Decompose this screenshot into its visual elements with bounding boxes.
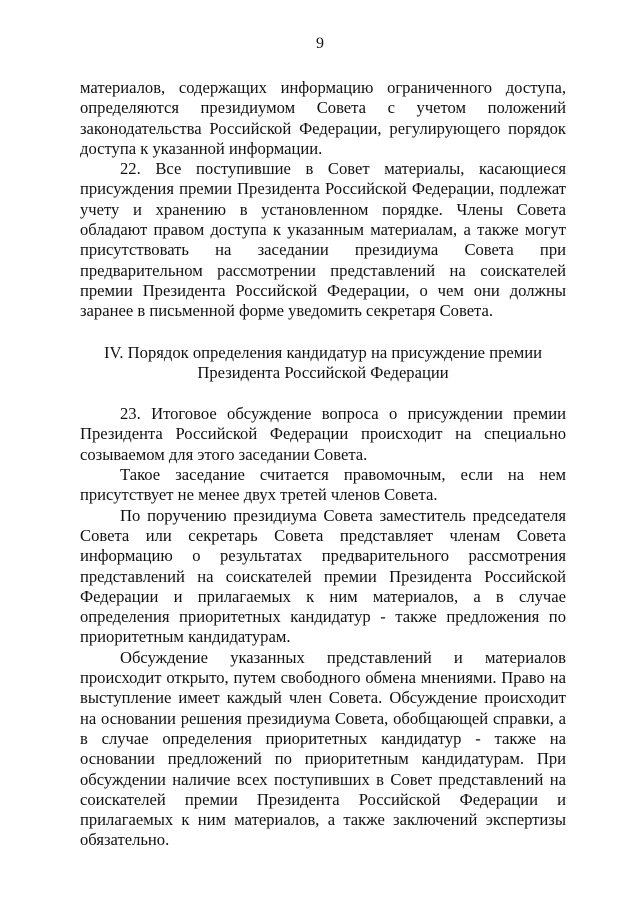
section-heading-line-1: IV. Порядок определения кандидатур на присуждение премии [104, 342, 542, 362]
paragraph-discussion: Обсуждение указанных представлений и материалов происходит открыто, путем свободного обмена мнениями. Право на выступление имеет каждый член Совета. Обсуждение происходит на основании решения президиума Совета, обобщающей справки, а в случае определения приоритетных кандидатур - также на основании предложений по приоритетным кандидатурам. При обсуждении наличие всех поступивших в Совет представлений на соискателей премии Президента Российской Федерации и прилагаемых к ним материалов, а также заключений экспертизы обязательно. [80, 647, 566, 850]
paragraph-continuation: материалов, содержащих информацию ограниченного доступа, определяются президиумом Совета с учетом положений законодательства Российской Федерации, регулирующего порядок доступа к указанной информации. [80, 78, 566, 158]
paragraph-22: 22. Все поступившие в Совет материалы, касающиеся присуждения премии Президента Российской Федерации, подлежат учету и хранению в установленном порядке. Члены Совета обладают правом доступа к указанным материалам, а также могут присутствовать на заседании президиума Совета при предварительном рассмотрении представлений на соискателей премии Президента Российской Федерации, о чем они должны заранее в письменной форме уведомить секретаря Совета. [80, 159, 566, 321]
document-body [80, 78, 566, 851]
section-heading [80, 343, 566, 384]
paragraph-quorum: Такое заседание считается правомочным, если на нем присутствует не менее двух третей членов Совета. [80, 465, 566, 505]
section-heading-line-2: Президента Российской Федерации [197, 362, 449, 382]
spacer [80, 383, 566, 404]
page-number: 9 [316, 35, 324, 52]
paragraph-23: 23. Итоговое обсуждение вопроса о присуждении премии Президента Российской Федерации происходит на специально созываемом для этого заседании Совета. [80, 404, 566, 464]
paragraph-presidium-instruction: По поручению президиума Совета заместитель председателя Совета или секретарь Совета представляет членам Совета информацию о результатах предварительного рассмотрения представлений на соискателей премии Президента Российской Федерации и прилагаемых к ним материалов, а в случае определения приоритетных кандидатур - также предложения по приоритетным кандидатурам. [80, 505, 566, 647]
spacer [80, 322, 566, 343]
